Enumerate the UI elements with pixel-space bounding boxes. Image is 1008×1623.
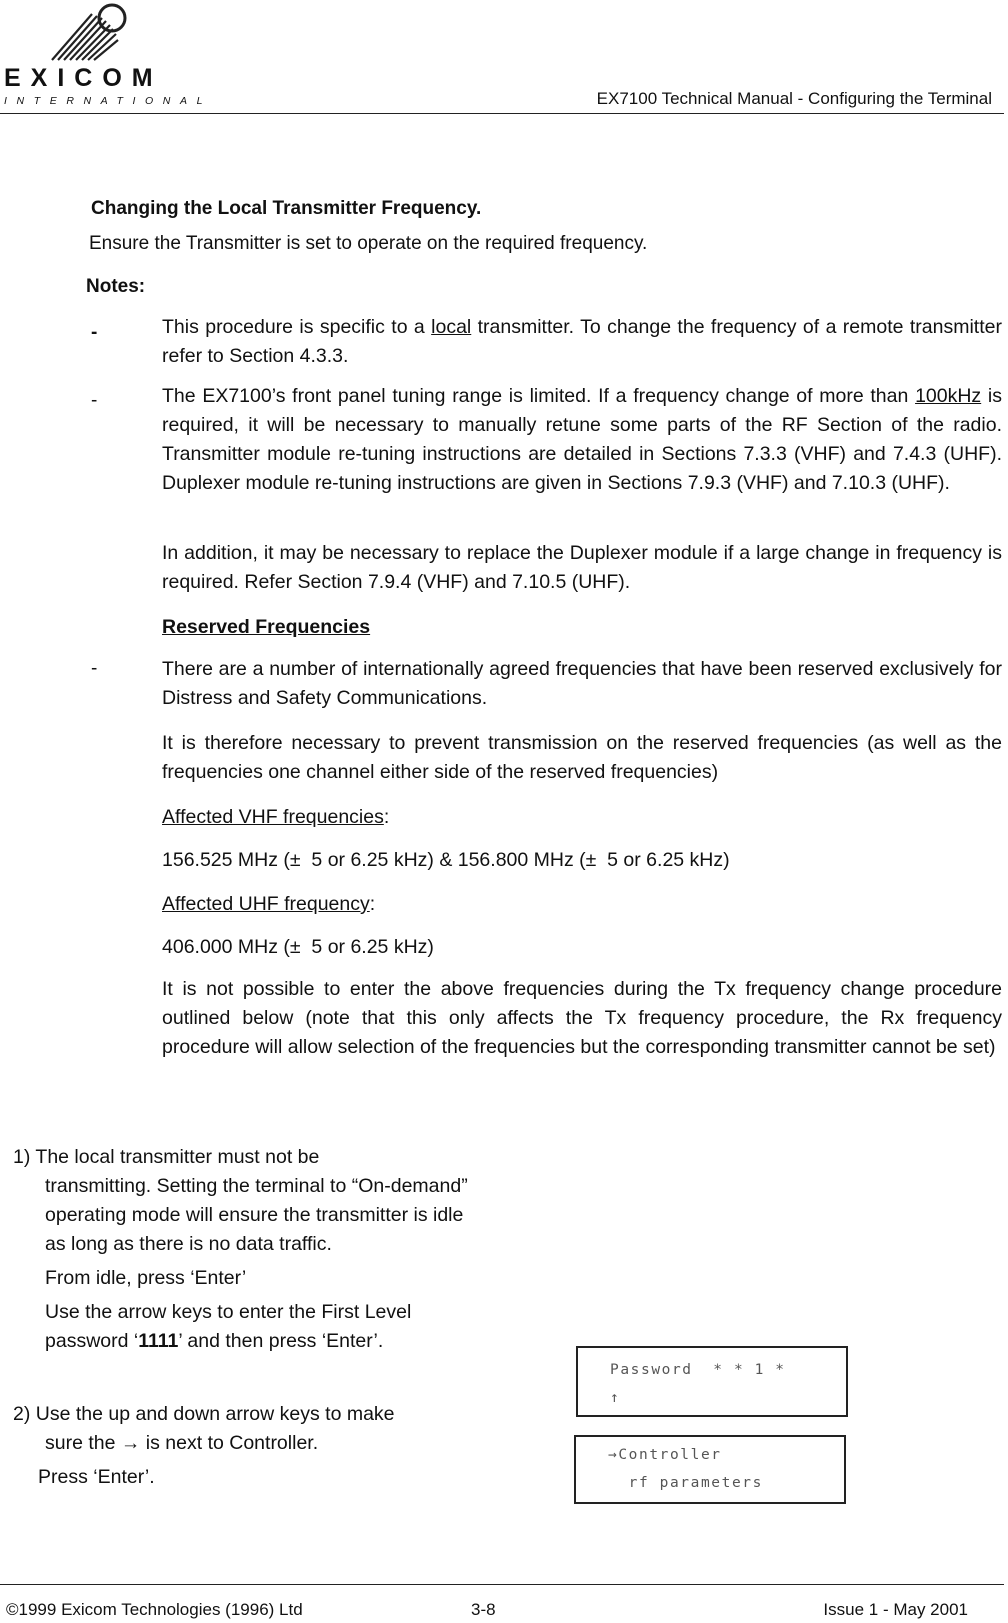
frequency-limit-term: 100kHz	[915, 385, 982, 407]
footer-issue: Issue 1 - May 2001	[823, 1600, 968, 1619]
password-value: 1111	[138, 1330, 179, 1352]
step-1-idle-instruction: From idle, press ‘Enter’	[45, 1267, 247, 1289]
reserved-frequencies-heading: Reserved Frequencies	[162, 616, 371, 638]
note1-paragraph: This procedure is specific to a local transmitter. To change the frequency of a remote transmitter refer to Section 4.3.3.	[162, 316, 1002, 367]
reserved-paragraph-1: There are a number of internationally agreed frequencies that have been reserved exclusively for Distress and Safety Communications.	[162, 658, 1002, 709]
reserved-bullet: -	[91, 658, 98, 679]
lcd-password-display	[576, 1346, 848, 1417]
lcd-password-line-2: ↑	[610, 1390, 621, 1406]
step-2-text: sure the → is next to Controller.	[45, 1432, 319, 1454]
exicom-logo	[0, 0, 213, 110]
document-header-title: EX7100 Technical Manual - Configuring the Terminal	[596, 89, 992, 108]
lcd-menu-display	[574, 1435, 846, 1504]
header-divider	[0, 113, 1004, 114]
exicom-logo-graphic	[0, 0, 213, 110]
notes-heading: Notes:	[86, 276, 146, 297]
note1-bullet: -	[91, 322, 98, 343]
vhf-frequencies: 156.525 MHz (± 5 or 6.25 kHz) & 156.800 MHz (± 5 or 6.25 kHz)	[162, 849, 730, 871]
footer-copyright: ©1999 Exicom Technologies (1996) Ltd	[6, 1600, 303, 1619]
svg-text:EXICOM: EXICOM	[4, 64, 163, 92]
note2-bullet: -	[91, 390, 98, 411]
lcd-menu-line-2: rf parameters	[608, 1475, 763, 1491]
vhf-label-line: Affected VHF frequencies:	[162, 806, 390, 828]
vhf-label: Affected VHF frequencies	[162, 806, 384, 828]
step-1-first-line: 1) The local transmitter must not be	[13, 1146, 320, 1168]
uhf-label: Affected UHF frequency	[162, 893, 370, 915]
footer-page-number: 3-8	[471, 1600, 496, 1619]
step-2-first-line: 2) Use the up and down arrow keys to make	[13, 1403, 395, 1425]
uhf-frequencies: 406.000 MHz (± 5 or 6.25 kHz)	[162, 936, 434, 958]
lcd-menu-line-1: →Controller	[608, 1447, 722, 1463]
reserved-paragraph-3: It is not possible to enter the above frequencies during the Tx frequency change procedure outlined below (note that this only affects the Tx frequency procedure, the Rx frequency procedure will allow selection of the frequencies but the corresponding transmitter cannot be set)	[162, 978, 1002, 1058]
section-intro: Ensure the Transmitter is set to operate on the required frequency.	[89, 233, 648, 254]
note2-paragraph: The EX7100’s front panel tuning range is limited. If a frequency change of more than 100kHz is required, it will be necessary to manually retune some parts of the RF Section of the radio. Transmitter module re-tuning instructions are detailed in Sections 7.3.3 (VHF) and 7.4.3 (UHF). Duplexer module re-tuning instructions are given in Sections 7.9.3 (VHF) and 7.10.3 (UHF).	[162, 385, 1002, 494]
step-1	[13, 1143, 483, 1356]
reserved-paragraph-2: It is therefore necessary to prevent transmission on the reserved frequencies (as well as the frequencies one channel either side of the reserved frequencies)	[162, 732, 1002, 783]
local-term: local	[431, 316, 472, 338]
lcd-password-line-1: Password * * 1 *	[610, 1362, 786, 1378]
step-2	[13, 1400, 483, 1492]
section-heading: Changing the Local Transmitter Frequency.	[91, 198, 482, 219]
note2-addition-paragraph: In addition, it may be necessary to replace the Duplexer module if a large change in frequency is required. Refer Section 7.9.4 (VHF) and 7.10.5 (UHF).	[162, 542, 1002, 593]
step-1-password-instruction: Use the arrow keys to enter the First Level password ‘1111’ and then press ‘Enter’.	[45, 1301, 412, 1352]
uhf-label-line: Affected UHF frequency:	[162, 893, 376, 915]
footer-divider	[0, 1584, 1004, 1585]
step-1-text: transmitting. Setting the terminal to “On-demand” operating mode will ensure the transmitter is idle as long as there is no data traffic.	[45, 1175, 468, 1255]
svg-text:INTERNATIONAL: INTERNATIONAL	[4, 95, 213, 107]
step-2-enter-instruction: Press ‘Enter’.	[38, 1466, 155, 1488]
